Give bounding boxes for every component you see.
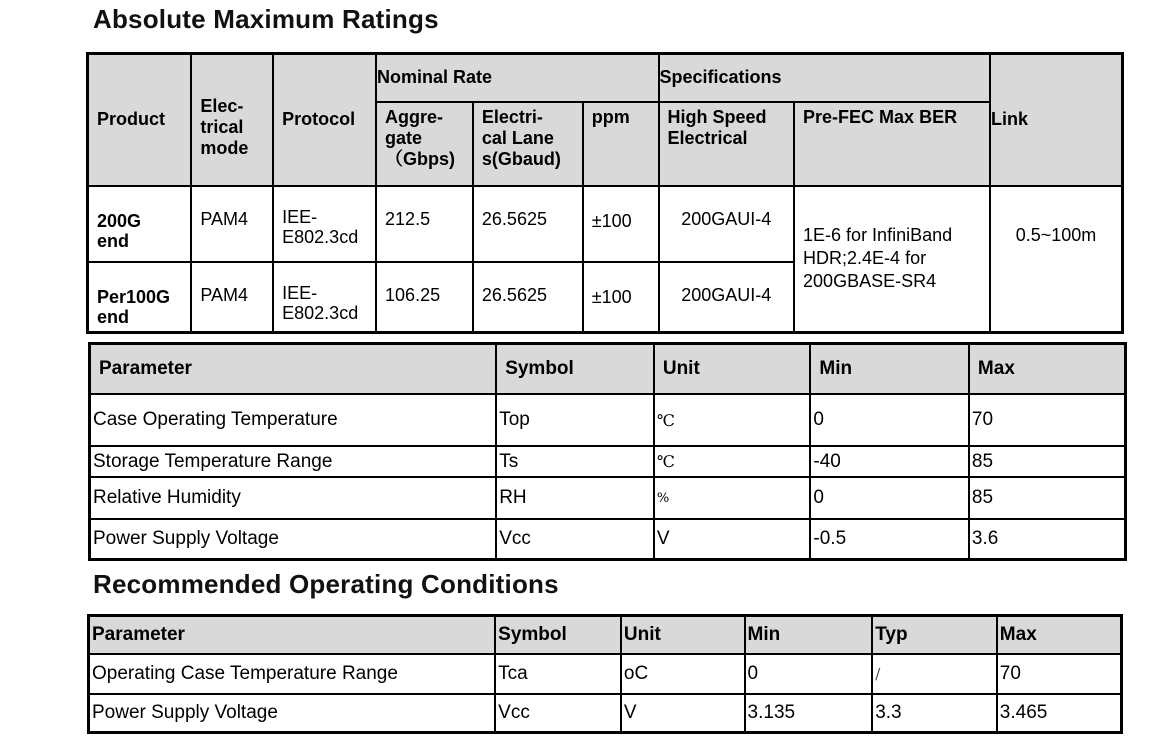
symbol-cell: Top: [496, 394, 654, 446]
symbol-cell: Ts: [496, 446, 654, 477]
ppm-cell: ±100: [583, 262, 659, 333]
col-header: Symbol: [495, 616, 621, 655]
absolute-max-table: [88, 342, 1127, 561]
min-cell: 0: [810, 394, 969, 446]
header-nominal-rate: Nominal Rate: [376, 54, 658, 102]
max-cell: 85: [969, 477, 1126, 519]
table-row: [90, 519, 1126, 559]
lanes-cell: 26.5625: [473, 186, 583, 262]
table-header-row: [89, 616, 1122, 655]
ppm-cell: ±100: [583, 186, 659, 262]
parameter-cell: Storage Temperature Range: [90, 446, 497, 477]
parameter-cell: Power Supply Voltage: [89, 694, 496, 732]
max-cell: 85: [969, 446, 1126, 477]
col-header: Parameter: [90, 344, 497, 395]
unit-cell: V: [621, 694, 745, 732]
header-link: Link: [990, 54, 1122, 186]
mode-cell: PAM4: [191, 186, 273, 262]
min-cell: 3.135: [745, 694, 873, 732]
max-cell: 70: [969, 394, 1126, 446]
table-header-row: [90, 344, 1126, 395]
header-prefec-max-ber: Pre-FEC Max BER: [794, 102, 990, 186]
min-cell: -0.5: [810, 519, 969, 559]
col-header: Parameter: [89, 616, 496, 655]
table-row: [90, 446, 1126, 477]
header-high-speed-electrical: High Speed Electrical: [659, 102, 795, 186]
header-electrical-mode: Elec- trical mode: [191, 54, 273, 186]
recommended-conditions-table: [87, 614, 1123, 734]
product-cell: 200G end: [88, 186, 192, 262]
typ-cell: 3.3: [872, 694, 997, 732]
max-cell: 3.465: [997, 694, 1122, 732]
table-row: [89, 694, 1122, 732]
table-row: [90, 394, 1126, 446]
table-row: [88, 186, 1123, 262]
col-header: Unit: [654, 344, 811, 395]
protocol-cell: IEE- E802.3cd: [273, 186, 376, 262]
aggregate-cell: 106.25: [376, 262, 473, 333]
col-header: Unit: [621, 616, 745, 655]
header-product: Product: [88, 54, 192, 186]
col-header: Min: [745, 616, 873, 655]
protocol-cell: IEE- E802.3cd: [273, 262, 376, 333]
unit-cell: ℃: [654, 446, 811, 477]
unit-cell: V: [654, 519, 811, 559]
min-cell: 0: [745, 654, 873, 694]
unit-cell: oC: [621, 654, 745, 694]
parameter-cell: Operating Case Temperature Range: [89, 654, 496, 694]
table-row: [90, 477, 1126, 519]
prefec-cell: 1E-6 for InfiniBand HDR;2.4E-4 for 200GBASE-SR4: [794, 186, 990, 333]
col-header: Max: [997, 616, 1122, 655]
section-title-absolute-max: Absolute Maximum Ratings: [93, 4, 439, 34]
aggregate-cell: 212.5: [376, 186, 473, 262]
table-row: [89, 654, 1122, 694]
unit-cell: ℃: [654, 394, 811, 446]
lanes-cell: 26.5625: [473, 262, 583, 333]
section-title-recommended: Recommended Operating Conditions: [93, 569, 559, 599]
header-specifications: Specifications: [659, 54, 991, 102]
header-electrical-lanes: Electri- cal Lane s(Gbaud): [473, 102, 583, 186]
col-header: Min: [810, 344, 969, 395]
max-cell: 70: [997, 654, 1122, 694]
typ-cell: /: [872, 654, 997, 694]
rates-table: [86, 52, 1124, 334]
header-aggregate: Aggre- gate （Gbps): [376, 102, 473, 186]
symbol-cell: RH: [496, 477, 654, 519]
header-protocol: Protocol: [273, 54, 376, 186]
col-header: Typ: [872, 616, 997, 655]
unit-cell: %: [654, 477, 811, 519]
high-speed-cell: 200GAUI-4: [659, 262, 795, 333]
col-header: Symbol: [496, 344, 654, 395]
parameter-cell: Case Operating Temperature: [90, 394, 497, 446]
min-cell: 0: [810, 477, 969, 519]
link-cell: 0.5~100m: [990, 186, 1122, 333]
max-cell: 3.6: [969, 519, 1126, 559]
min-cell: -40: [810, 446, 969, 477]
product-cell: Per100G end: [88, 262, 192, 333]
mode-cell: PAM4: [191, 262, 273, 333]
col-header: Max: [969, 344, 1126, 395]
high-speed-cell: 200GAUI-4: [659, 186, 795, 262]
parameter-cell: Power Supply Voltage: [90, 519, 497, 559]
symbol-cell: Vcc: [496, 519, 654, 559]
symbol-cell: Vcc: [495, 694, 621, 732]
header-ppm: ppm: [583, 102, 659, 186]
symbol-cell: Tca: [495, 654, 621, 694]
parameter-cell: Relative Humidity: [90, 477, 497, 519]
